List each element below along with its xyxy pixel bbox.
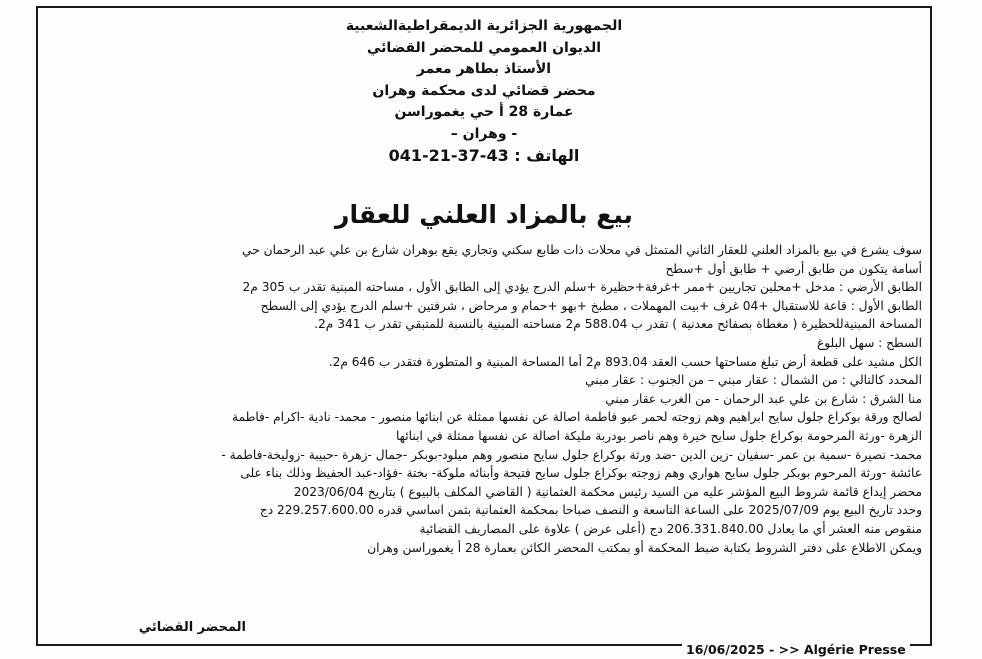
notice-title: بيع بالمزاد العلني للعقار [335, 200, 633, 229]
source-footer: 16/06/2025 - >> Algérie Presse [682, 642, 910, 657]
body-line: الطابق الأرضي : مدخل +محلين تجاريين +ممر +غرفة+حظيرة +سلم الدرج يؤدي إلى الطابق الأول ، مساحته المبنية تقدر ب 305 م2 [242, 280, 922, 295]
header-republic: الجمهورية الجزائرية الديمقراطيةالشعبية [345, 18, 623, 34]
body-line: سوف يشرع في بيع بالمزاد العلني للعقار الثاني المتمثل في محلات ذات طابع سكني وتجاري يقع بوهران شارع بن علي عبد الرحمان حي [242, 243, 922, 257]
notice-frame [36, 6, 932, 646]
body-line: عائشة -ورثة المرحوم بوبكر جلول سايح هواري وهم زوجته بوكراع جلول سايح فتيحة وأبنائه ملوكة- بختة -فؤاد-عبد الحفيظ وذلك بناء على [240, 466, 922, 481]
body-line: محضر إيداع قائمة شروط البيع المؤشر عليه من السيد رئيس محكمة العثمانية ( القاضي المكلف بالبيوع ) بتاريخ 2023/06/04 [293, 484, 922, 499]
body-line: لصالح ورقة بوكراع جلول سايح ابراهيم وهم زوجته لحمر عبو فاطمة اصالة عن نفسها ممثلة عن ابنائها منصور - محمد- نادية -اكرام -فاطمة [232, 410, 922, 425]
body-line: أسامة يتكون من طابق أرضي + طابق أول +سطح [665, 261, 922, 276]
phone-number: 041-21-37-43 [388, 146, 509, 165]
body-line: الطابق الأول : قاعة للاستقبال +04 غرف +بيت المهملات ، مطبخ +بهو +حمام و مرحاض ، شرفتين +سلم الدرج يؤدي إلى السطح [260, 298, 922, 313]
body-line: منا الشرق : شارع بن علي عبد الرحمان - من الغرب عقار مبني [605, 391, 922, 406]
body-line: ويمكن الاطلاع على دفتر الشروط بكتابة ضبط المحكمة أو بمكتب المحضر الكائن بعمارة 28 أ يغموراسن وهران [367, 540, 922, 555]
body-line: السطح : سهل البلوغ [816, 335, 922, 350]
body-line: وحدد تاريخ البيع يوم 2025/07/09 على الساعة التاسعة و النصف صباحا بمحكمة العثمانية بثمن اساسي قدره 229.257.600.00 دج [259, 503, 922, 518]
header-address: عمارة 28 أ حي يغموراسن [394, 104, 574, 120]
body-line: منقوص منه العشر أي ما يعادل 206.331.840.00 دج (أعلى عرض ) علاوة على المصاريف القضائية [419, 521, 922, 536]
phone-label: الهاتف : [514, 146, 580, 165]
header-office: الديوان العمومي للمحضر القضائي [366, 39, 602, 56]
body-line: المحدد كالتالي : من الشمال : عقار مبني – من الجنوب : عقار مبني [585, 373, 922, 388]
header-bailiff-name: الأستاذ بطاهر معمر [416, 61, 552, 77]
body-line: الكل مشيد على قطعة أرض تبلغ مساحتها حسب العقد 893.04 م2 أما المساحة المبنية و المتطورة فتقدر ب 646 م2. [328, 354, 922, 369]
body-line: محمد- نصيرة -سمية بن عمر -سفيان -زين الدين -ضد ورثة بوكراع جلول سايح منصور وهم ميلود-بوبكر -جمال -زهرة -حبيبة -زوليخة-فاطمة - [221, 447, 922, 462]
body-line: الزهرة -ورثة المرحومة بوكراع جلول سايح خيرة وهم ناصر بودربة مليكة اصالة عن نفسها ممثلة في ابنائها [395, 428, 922, 443]
header-phone [38, 145, 930, 167]
body-line: المساحة المبنيةللحظيرة ( مغطاة بصفائح معدنية ) تقدر ب 588.04 م2 مساحته المبنية بالنسبة للمتبقي تقدر ب 341 م2. [314, 317, 922, 332]
notice-header [38, 16, 930, 167]
notice-body [44, 241, 922, 557]
header-city: - وهران – [450, 125, 518, 142]
header-court: محضر قضائي لدى محكمة وهران [372, 82, 596, 99]
signature-bailiff: المحضر القضائي [138, 620, 246, 635]
